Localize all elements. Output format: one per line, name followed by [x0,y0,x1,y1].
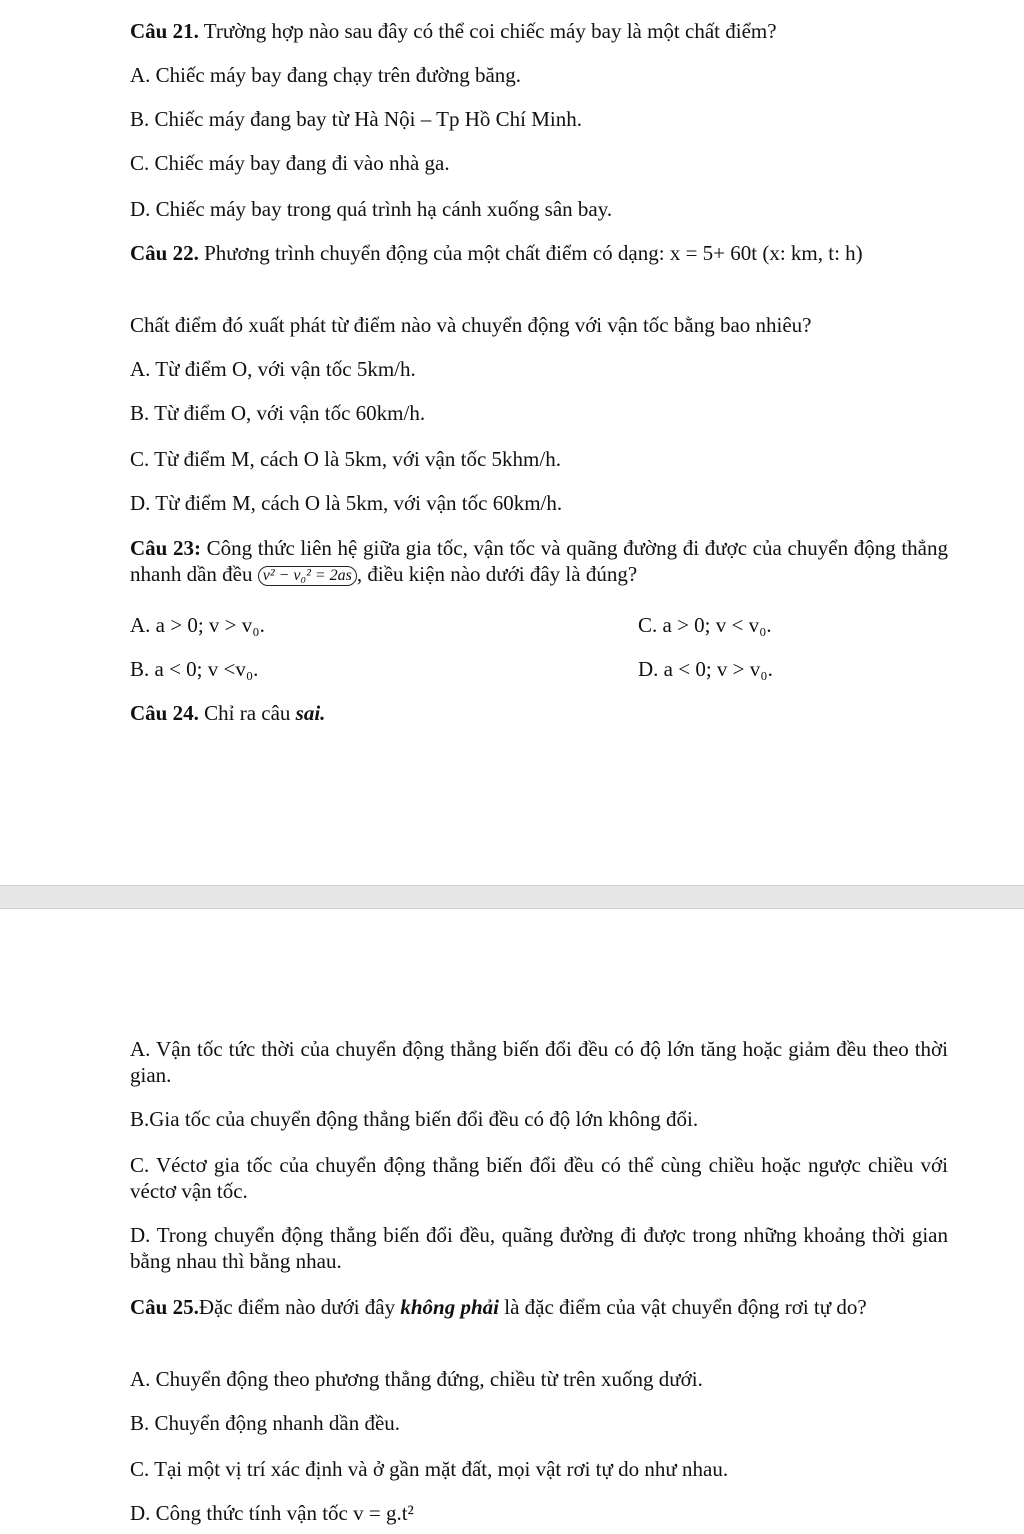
q25-option-d: D. Công thức tính vận tốc v = g.t² [130,1501,414,1525]
q24-text: Chỉ ra câu [198,701,296,725]
q22-option-a: A. Từ điểm O, với vận tốc 5km/h. [130,357,416,381]
q24-emphasis: sai. [295,701,326,725]
q21-option-d: D. Chiếc máy bay trong quá trình hạ cánh xuống sân bay. [130,197,613,221]
q22-label: Câu 22. [130,241,199,265]
q23-stem [130,535,948,587]
q23-option-c: C. a > 0; v < v₀. [638,613,772,637]
q22-option-d: D. Từ điểm M, cách O là 5km, với vận tốc 60km/h. [130,491,563,515]
q23-text-1: Công thức liên hệ giữa gia tốc, vận tốc và quãng đường đi được của chuyển động thẳng nhanh dần đều [130,536,949,586]
q24-label: Câu 24. [130,701,199,725]
q25-text-1: Đặc điểm nào dưới đây [198,1295,401,1319]
q25-emphasis: không phải [400,1295,499,1319]
q24-stem [130,700,948,726]
q22-option-b: B. Từ điểm O, với vận tốc 60km/h. [130,401,426,425]
q24-option-c: C. Véctơ gia tốc của chuyển động thẳng biến đổi đều có thể cùng chiều hoặc ngược chiều với véctơ vận tốc. [130,1153,948,1203]
q21-label: Câu 21. [130,19,199,43]
q22-subquestion: Chất điểm đó xuất phát từ điểm nào và chuyển động với vận tốc bằng bao nhiêu? [130,313,812,337]
q24-option-b: B.Gia tốc của chuyển động thẳng biến đổi đều có độ lớn không đổi. [130,1107,699,1131]
q23-row-1 [130,612,948,638]
q25-text-2: là đặc điểm của vật chuyển động rơi tự do? [499,1295,867,1319]
q23-option-b: B. a < 0; v <v₀. [130,657,259,681]
q25-stem [130,1294,948,1320]
q23-label: Câu 23: [130,536,201,560]
page-2 [0,908,1024,1534]
q23-text-2: , điều kiện nào dưới đây là đúng? [356,562,638,586]
q25-label: Câu 25. [130,1295,199,1319]
q25-option-b: B. Chuyển động nhanh dần đều. [130,1411,401,1435]
q25-option-c: C. Tại một vị trí xác định và ở gần mặt đất, mọi vật rơi tự do như nhau. [130,1457,729,1481]
q24-option-d: D. Trong chuyển động thẳng biến đổi đều, quãng đường đi được trong những khoảng thời gian bằng nhau thì bằng nhau. [130,1223,948,1273]
q22-option-c: C. Từ điểm M, cách O là 5km, với vận tốc 5khm/h. [130,447,561,471]
q22-stem [130,240,948,266]
q24-option-a: A. Vận tốc tức thời của chuyển động thẳng biến đổi đều có độ lớn tăng hoặc giảm đều theo thời gian. [130,1037,948,1087]
q23-formula: v² − v₀² = 2as [258,566,357,586]
page-gap [0,886,1024,908]
q23-option-a: A. a > 0; v > v₀. [130,613,265,637]
q21-option-b: B. Chiếc máy đang bay từ Hà Nội – Tp Hồ Chí Minh. [130,107,582,131]
q21-option-c: C. Chiếc máy bay đang đi vào nhà ga. [130,151,450,175]
q25-option-a: A. Chuyển động theo phương thẳng đứng, chiều từ trên xuống dưới. [130,1367,703,1391]
q21-text: Trường hợp nào sau đây có thể coi chiếc máy bay là một chất điểm? [198,19,777,43]
q22-text: Phương trình chuyển động của một chất điểm có dạng: x = 5+ 60t (x: km, t: h) [198,241,863,265]
q21-stem [130,18,948,44]
q21-option-a: A. Chiếc máy bay đang chạy trên đường băng. [130,63,522,87]
q23-option-d: D. a < 0; v > v₀. [638,657,773,681]
q23-row-2 [130,656,948,682]
